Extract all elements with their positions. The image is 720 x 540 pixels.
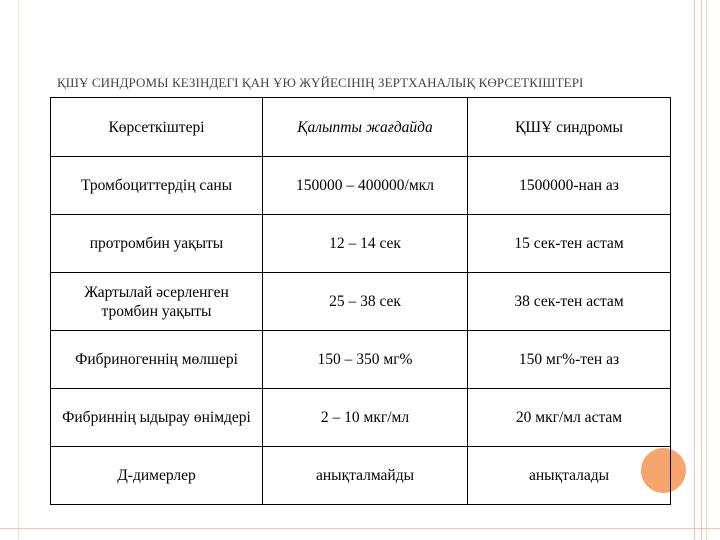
header-syndrome: ҚШҰ синдромы bbox=[468, 98, 671, 157]
table-row bbox=[51, 331, 671, 389]
table-row bbox=[51, 273, 671, 331]
cell-normal: анықталмайды bbox=[263, 447, 468, 505]
cell-indicator: Д-димерлер bbox=[51, 447, 263, 505]
table-header-row bbox=[51, 98, 671, 157]
cell-normal: 150 – 350 мг% bbox=[263, 331, 468, 389]
header-indicators: Көрсеткіштері bbox=[51, 98, 263, 157]
table-row bbox=[51, 447, 671, 505]
cell-syndrome: 150 мг%-тен аз bbox=[468, 331, 671, 389]
frame-line-bottom bbox=[0, 528, 720, 529]
slide-title: ҚШҰ СИНДРОМЫ КЕЗІНДЕГІ ҚАН ҰЮ ЖҮЙЕСІНІҢ ЗЕРТХАНАЛЫҚ КӨРСЕТКІШТЕРІ bbox=[57, 75, 584, 90]
cell-indicator: протромбин уақыты bbox=[51, 215, 263, 273]
cell-normal: 12 – 14 сек bbox=[263, 215, 468, 273]
cell-indicator: Фибриногеннің мөлшері bbox=[51, 331, 263, 389]
cell-syndrome: 15 сек-тен астам bbox=[468, 215, 671, 273]
cell-syndrome: 38 сек-тен астам bbox=[468, 273, 671, 331]
table-row bbox=[51, 389, 671, 447]
cell-indicator: Фибриннің ыдырау өнімдері bbox=[51, 389, 263, 447]
cell-normal: 25 – 38 сек bbox=[263, 273, 468, 331]
cell-syndrome: 1500000-нан аз bbox=[468, 157, 671, 215]
frame-line-right-outer bbox=[706, 0, 707, 540]
cell-syndrome: анықталады bbox=[468, 447, 671, 505]
frame-line-right bbox=[694, 0, 702, 540]
cell-syndrome: 20 мкг/мл астам bbox=[468, 389, 671, 447]
lab-indicators-table bbox=[50, 97, 671, 505]
cell-indicator: Жартылай әсерленген тромбин уақыты bbox=[51, 273, 263, 331]
frame-line-left bbox=[18, 0, 19, 540]
cell-normal: 150000 – 400000/мкл bbox=[263, 157, 468, 215]
table-row bbox=[51, 215, 671, 273]
header-normal: Қалыпты жағдайда bbox=[263, 98, 468, 157]
table-row bbox=[51, 157, 671, 215]
cell-normal: 2 – 10 мкг/мл bbox=[263, 389, 468, 447]
cell-indicator: Тромбоциттердің саны bbox=[51, 157, 263, 215]
